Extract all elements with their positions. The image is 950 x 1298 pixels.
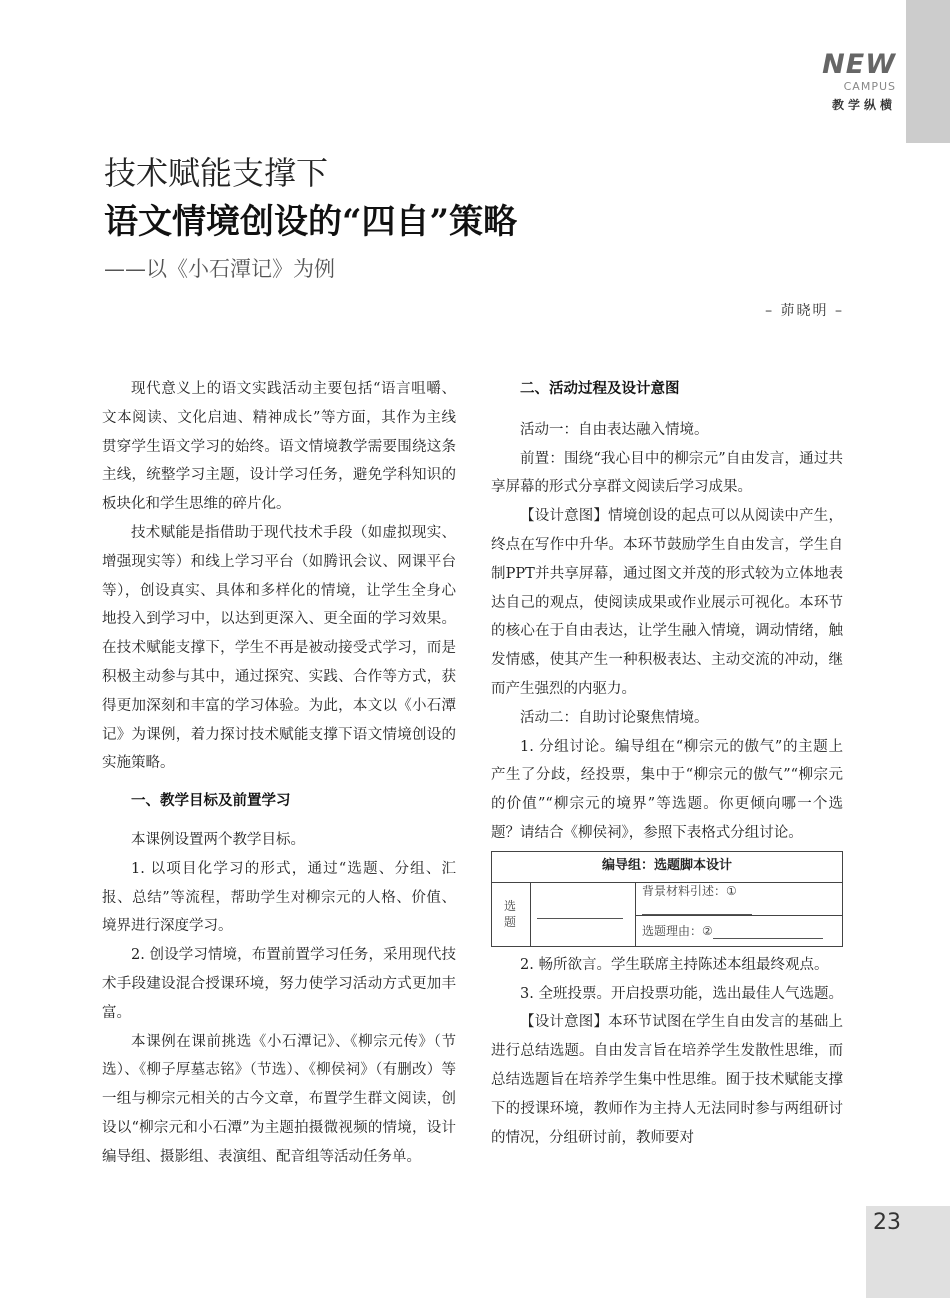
paragraph: 3. 全班投票。开启投票功能，选出最佳人气选题。 bbox=[520, 985, 843, 1002]
blank-answer-line bbox=[531, 882, 636, 946]
section-heading-1: 一、教学目标及前置学习 bbox=[131, 793, 291, 810]
section-tab bbox=[906, 0, 950, 143]
paragraph: 技术赋能是指借助于现代技术手段（如虚拟现实、增强现实等）和线上学习平台（如腾讯会议、网课平台等），创设真实、具体和多样化的情境，让学生全身心地投入到学习中，以达到更深入、更全面的学习效果。在技术赋能支撑下，学生不再是被动接受式学习，而是积极主动参与其中，通过探究、实践、合作等方式，获得更加深刻和丰富的学习体验。为此，本文以《小石潭记》为课例，着力探讨技术赋能支撑下语文情境创设的实施策略。 bbox=[102, 524, 456, 772]
paragraph: 活动一：自由表达融入情境。 bbox=[520, 421, 709, 438]
paragraph: 活动二：自助讨论聚焦情境。 bbox=[520, 709, 709, 726]
table-cell bbox=[636, 882, 843, 915]
paragraph: 本课例设置两个教学目标。 bbox=[131, 831, 305, 848]
paragraph: 前置：围绕“我心目中的柳宗元”自由发言，通过共享屏幕的形式分享群文阅读后学习成果。 bbox=[491, 450, 843, 496]
title-line-1: 技术赋能支撑下 bbox=[104, 154, 329, 192]
topic-reason-label: 选题理由：② bbox=[642, 923, 713, 938]
column-brand bbox=[822, 50, 896, 114]
title-line-2: 语文情境创设的“四自”策略 bbox=[104, 202, 518, 242]
section-heading-2: 二、活动过程及设计意图 bbox=[520, 381, 680, 397]
table-cell bbox=[636, 915, 843, 946]
paragraph: 2. 畅所欲言。学生联席主持陈述本组最终观点。 bbox=[520, 956, 829, 973]
page-number: 23 bbox=[873, 1210, 901, 1235]
section-name: 教学纵横 bbox=[831, 98, 896, 112]
brand-new-label: NEW bbox=[822, 49, 896, 80]
left-column bbox=[102, 375, 456, 1172]
paragraph: 1. 以项目化学习的形式，通过“选题、分组、汇报、总结”等流程，帮助学生对柳宗元的人格、价值、境界进行深度学习。 bbox=[102, 860, 456, 935]
table-header: 编导组：选题脚本设计 bbox=[492, 851, 843, 882]
paragraph: 1. 分组讨论。编导组在“柳宗元的傲气”的主题上产生了分歧，经投票，集中于“柳宗元的傲气”“柳宗元的价值”“柳宗元的境界”等选题。你更倾向哪一个选题？请结合《柳侯祠》，参照下表格式分组讨论。 bbox=[491, 738, 843, 841]
paragraph: 2. 创设学习情境，布置前置学习任务，采用现代技术手段建设混合授课环境，努力使学习活动方式更加丰富。 bbox=[102, 947, 456, 1021]
table-row-label: 选题 bbox=[492, 882, 531, 946]
paragraph: 【设计意图】本环节试图在学生自由发言的基础上进行总结选题。自由发言旨在培养学生发散性思维，而总结选题旨在培养学生集中性思维。囿于技术赋能支撑下的授课环境，教师作为主持人无法同时参与两组研讨的情况，分组研讨前，教师要对 bbox=[491, 1014, 843, 1146]
author-name: – 茆晓明 – bbox=[765, 303, 844, 319]
background-material-label: 背景材料引述：① bbox=[642, 883, 737, 898]
right-column bbox=[491, 375, 843, 1152]
paragraph: 【设计意图】情境创设的起点可以从阅读中产生，终点在写作中升华。本环节鼓励学生自由发言，学生自制PPT并共享屏幕，通过图文并茂的形式较为立体地表达自己的观点，使阅读成果或作业展示可视化。本环节的核心在于自由表达，让学生融入情境，调动情绪，触发情感，使其产生一种积极表达、主动交流的冲动，继而产生强烈的内驱力。 bbox=[491, 508, 843, 697]
subtitle: ——以《小石潭记》为例 bbox=[104, 257, 335, 281]
brand-campus-label: CAMPUS bbox=[843, 80, 896, 93]
paragraph: 本课例在课前挑选《小石潭记》、《柳宗元传》（节选）、《柳子厚墓志铭》（节选）、《柳侯祠》（有删改）等一组与柳宗元相关的古今文章，布置学生群文阅读，创设以“柳宗元和小石潭”为主题拍摄微视频的情境，设计编导组、摄影组、表演组、配音组等活动任务单。 bbox=[102, 1033, 456, 1165]
script-design-table bbox=[491, 851, 843, 947]
paragraph: 现代意义上的语文实践活动主要包括“语言咀嚼、文本阅读、文化启迪、精神成长”等方面，其作为主线贯穿学生语文学习的始终。语文情境教学需要围绕这条主线，统整学习主题，设计学习任务，避免学科知识的板块化和学生思维的碎片化。 bbox=[102, 381, 456, 513]
